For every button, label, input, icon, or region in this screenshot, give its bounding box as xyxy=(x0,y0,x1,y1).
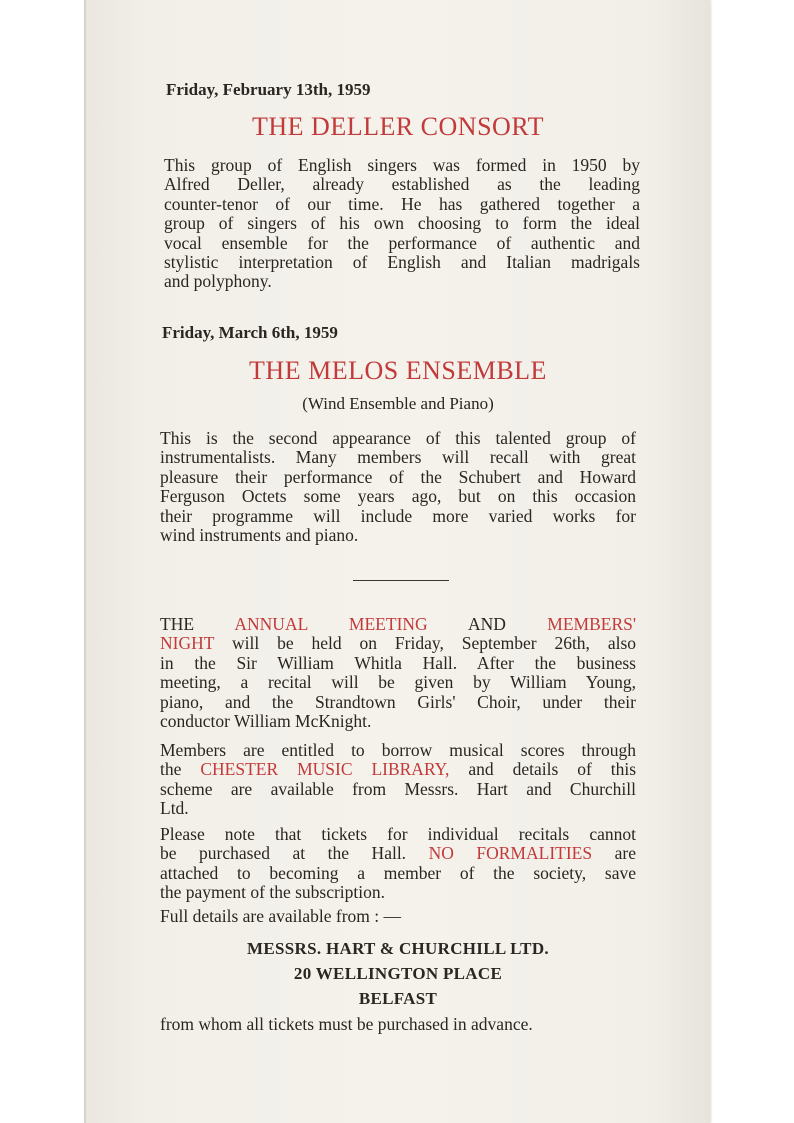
details-intro-text: Full details are available from : — xyxy=(160,906,402,926)
meeting-line xyxy=(160,615,636,634)
section-divider xyxy=(353,580,449,581)
event2-date: Friday, March 6th, 1959 xyxy=(162,323,338,342)
tickets-line2-post: are xyxy=(614,843,636,864)
event1-line: This group of English singers was formed in 1950 by xyxy=(164,155,640,175)
meeting-line2-text: will be held on Friday, September 26th, also xyxy=(232,633,637,654)
library-line xyxy=(160,760,636,779)
meeting-line: meeting, a recital will be given by William Young, xyxy=(160,672,636,693)
library-line2-post: and details of this xyxy=(468,759,637,780)
tickets-line xyxy=(160,844,636,863)
library-notice xyxy=(160,741,636,819)
address-line-street: 20 WELLINGTON PLACE xyxy=(293,964,503,983)
library-line: Members are entitled to borrow musical scores through xyxy=(160,740,636,760)
annual-meeting-highlight: ANNUAL MEETING xyxy=(234,614,428,634)
meeting-word-the: THE xyxy=(160,614,195,634)
event1-title: THE DELLER CONSORT xyxy=(252,112,544,141)
meeting-line: in the Sir William Whitla Hall. After the business xyxy=(160,652,636,673)
tickets-line2-pre: be purchased at the Hall. xyxy=(160,843,407,864)
event1-description xyxy=(164,156,640,292)
annual-meeting-notice xyxy=(160,615,636,731)
meeting-word-and: AND xyxy=(468,614,506,634)
event2-description xyxy=(160,429,636,545)
meeting-line: piano, and the Strandtown Girls' Choir, under their xyxy=(160,691,636,712)
event2-line: instrumentalists. Many members will recall with great xyxy=(160,447,636,468)
event2-line: This is the second appearance of this talented group of xyxy=(160,428,636,448)
details-intro xyxy=(160,907,636,926)
tickets-line: attached to becoming a member of the society, save xyxy=(160,862,636,883)
event1-line: vocal ensemble for the performance of authentic and xyxy=(164,232,640,253)
sheet-edge xyxy=(84,0,86,1123)
event2-subtitle: (Wind Ensemble and Piano) xyxy=(302,394,494,413)
meeting-line xyxy=(160,634,636,653)
event1-line: group of singers of his own choosing to form the ideal xyxy=(164,213,640,234)
event2-line: their programme will include more varied works for xyxy=(160,505,636,526)
event1-line: stylistic interpretation of English and Italian madrigals xyxy=(164,252,640,273)
event2-line: wind instruments and piano. xyxy=(160,525,359,546)
event1-line: and polyphony. xyxy=(164,271,272,292)
tickets-notice xyxy=(160,825,636,903)
event1-line: counter-tenor of our time. He has gathered together a xyxy=(164,193,640,214)
event2-line: pleasure their performance of the Schubert and Howard xyxy=(160,466,636,487)
library-line: scheme are available from Messrs. Hart and Churchill xyxy=(160,778,636,799)
closing-note xyxy=(160,1015,636,1034)
event1-date: Friday, February 13th, 1959 xyxy=(166,80,371,99)
event1-line: Alfred Deller, already established as the leading xyxy=(164,174,640,195)
address-line-company: MESSRS. HART & CHURCHILL LTD. xyxy=(247,939,549,958)
members-highlight: MEMBERS' xyxy=(547,614,636,634)
chester-library-highlight: CHESTER MUSIC LIBRARY, xyxy=(200,759,450,780)
library-line2-pre: the xyxy=(160,759,182,780)
event2-line: Ferguson Octets some years ago, but on this occasion xyxy=(160,486,636,507)
meeting-line: conductor William McKnight. xyxy=(160,711,372,732)
tickets-line: the payment of the subscription. xyxy=(160,882,386,903)
event2-title: THE MELOS ENSEMBLE xyxy=(249,356,547,385)
no-formalities-highlight: NO FORMALITIES xyxy=(428,843,593,864)
address-line-city: BELFAST xyxy=(358,989,438,1008)
night-highlight: NIGHT xyxy=(160,633,215,654)
closing-text: from whom all tickets must be purchased in advance. xyxy=(160,1014,533,1034)
tickets-line: Please note that tickets for individual recitals cannot xyxy=(160,824,636,844)
library-line: Ltd. xyxy=(160,798,189,819)
